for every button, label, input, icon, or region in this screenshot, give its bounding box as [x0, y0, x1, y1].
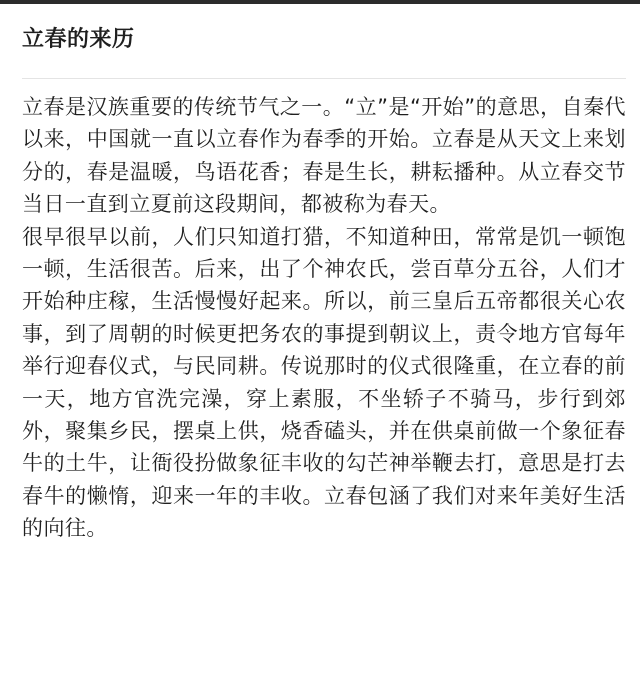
- article-title: 立春的来历: [22, 27, 135, 52]
- top-bar: [0, 0, 640, 4]
- article: [22, 18, 626, 545]
- title-divider: [22, 78, 626, 79]
- article-paragraph: 立春是汉族重要的传统节气之一。“立”是“开始”的意思，自秦代以来，中国就一直以立春作为春季的开始。立春是从天文上来划分的，春是温暖，鸟语花香；春是生长，耕耘播种。从立春交节当日一直到立夏前这段期间，都被称为春天。: [22, 95, 626, 217]
- article-paragraph: 很早很早以前，人们只知道打猎，不知道种田，常常是饥一顿饱一顿，生活很苦。后来，出了个神农氏，尝百草分五谷，人们才开始种庄稼，生活慢慢好起来。所以，前三皇后五帝都很关心农事，到了周朝的时候更把务农的事提到朝议上，责令地方官每年举行迎春仪式，与民同耕。传说那时的仪式很隆重，在立春的前一天，地方官洗完澡，穿上素服，不坐轿子不骑马，步行到郊外，聚集乡民，摆桌上供，烧香磕头，并在供桌前做一个象征春牛的土牛，让衙役扮做象征丰收的勾芒神举鞭去打，意思是打去春牛的懒惰，迎来一年的丰收。立春包涵了我们对来年美好生活的向往。: [22, 224, 626, 541]
